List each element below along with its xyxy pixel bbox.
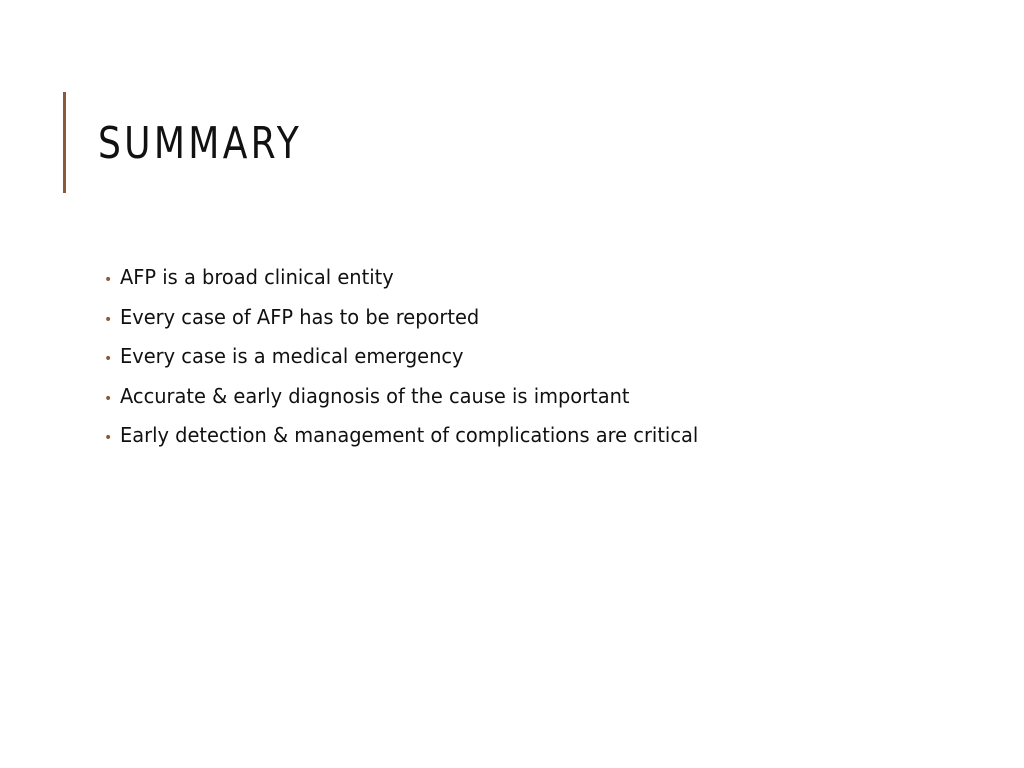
title-accent-bar [63, 92, 66, 193]
bullet-icon: • [104, 272, 113, 288]
slide-title: SUMMARY [98, 118, 303, 169]
bullet-icon: • [104, 351, 113, 367]
bullet-text: Accurate & early diagnosis of the cause is important [120, 383, 630, 408]
bullet-icon: • [104, 311, 113, 328]
bullet-item [104, 377, 984, 417]
bullet-item [104, 298, 984, 338]
bullet-item [104, 258, 984, 298]
bullet-item [104, 416, 984, 456]
bullet-list [104, 258, 984, 456]
bullet-item [104, 337, 984, 377]
bullet-icon: • [104, 390, 113, 407]
bullet-text: AFP is a broad clinical entity [120, 265, 394, 289]
bullet-text: Early detection & management of complications are critical [120, 423, 699, 447]
bullet-icon: • [104, 430, 113, 446]
bullet-text: Every case of AFP has to be reported [120, 304, 480, 329]
bullet-text: Every case is a medical emergency [120, 344, 464, 368]
